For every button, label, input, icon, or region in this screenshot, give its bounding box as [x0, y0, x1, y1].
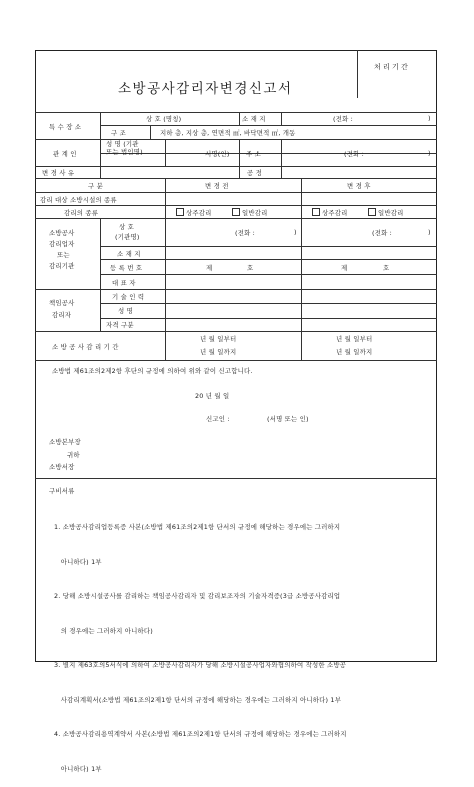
col-line: [165, 139, 166, 166]
responsible-label: 책임공사 감리자: [49, 299, 75, 319]
row-line: [35, 139, 437, 140]
change-reason-label: 변 경 사 유: [42, 169, 75, 177]
col-line: [239, 139, 240, 166]
recipient-fire-headquarters: 소방본부장: [49, 438, 81, 446]
supervisor-location-label: 소 재 지: [117, 250, 141, 258]
before-reg-word: 제: [206, 264, 213, 272]
person-signature: 서명(인): [205, 150, 230, 158]
row-line: [35, 289, 437, 290]
recipient-fire-station: 소방서장: [49, 463, 75, 471]
process-label: 공 정: [247, 169, 262, 177]
supervisor-before-phone-label: (전화 :: [235, 229, 256, 237]
trade-name-label: 상 호 (명칭): [146, 115, 182, 123]
col-line: [281, 112, 282, 125]
recipient-honorific: 귀하: [67, 451, 80, 459]
reporter-label: 신고인 :: [206, 415, 230, 423]
specific-place-label: 특 수 장 소: [49, 123, 82, 131]
row-line: [35, 192, 437, 193]
reg-number-label: 등 록 번 호: [110, 264, 143, 272]
list-item: 아니하다) 1부: [54, 764, 102, 773]
supervisor-after-phone-label: (전화 :: [372, 229, 393, 237]
place-phone-label: (전화 :: [333, 115, 354, 123]
checkbox-icon[interactable]: [232, 208, 240, 216]
row-line: [100, 318, 437, 319]
tech-grade-label: 기 술 인 력: [112, 293, 145, 301]
row-line: [35, 360, 437, 361]
documents-list: [54, 499, 347, 787]
list-item: 3. 별지 제63호의5서식에 의하여 소방공사감리자가 당해 소방시설공사업자와협의하여 작성한 소방공: [54, 661, 347, 669]
checkbox-icon[interactable]: [312, 208, 320, 216]
row-line: [35, 166, 437, 167]
after-change-label: 변 경 후: [347, 182, 371, 190]
col-line: [239, 166, 240, 178]
before-period-to: 년 월 일까지: [200, 348, 237, 356]
person-address-label: 주 소: [246, 150, 261, 158]
row-line: [35, 218, 437, 219]
col-line: [165, 331, 166, 360]
row-line: [35, 331, 437, 332]
col-line: [165, 178, 166, 218]
supervisor-trade-name-label: 상 호: [119, 223, 134, 231]
col-line: [239, 112, 240, 125]
processing-divider: [357, 50, 358, 98]
row-line: [100, 153, 437, 154]
row-line: [35, 205, 437, 206]
declaration-date: 20 년 월 일: [195, 392, 230, 400]
before-general-option[interactable]: 일반감리: [232, 208, 268, 217]
supervision-type-label: 감리의 종류: [64, 209, 99, 217]
after-period-from: 년 월 일부터: [336, 335, 373, 343]
col-line: [150, 125, 151, 139]
after-period-to: 년 월 일까지: [336, 348, 373, 356]
processing-period-label: 처 리 기 간: [374, 63, 408, 71]
list-item: 1. 소방공사감리업등록증 사본(소방법 제61조의2제1항 단서의 규정에 해당하는 경우에는 그러하지: [54, 523, 341, 531]
header-bottom-line: [35, 112, 437, 113]
list-item: 사감리계획서(소방법 제61조의2제1항 단서의 규정에 해당하는 경우에는 그러하지 아니하다) 1부: [54, 695, 342, 704]
documents-heading: 구비서류: [49, 487, 75, 495]
representative-label: 대 표 자: [112, 279, 136, 287]
person-phone-label: (전화 :: [344, 150, 365, 158]
declaration-statement: 소방법 제61조의2제2항 후단의 규정에 의하여 위와 같이 신고합니다.: [52, 367, 253, 375]
checkbox-icon[interactable]: [368, 208, 376, 216]
before-resident-option[interactable]: 상주감리: [176, 208, 212, 217]
row-line: [35, 478, 437, 479]
person-phone-close: ): [428, 149, 431, 157]
division-label: 구 분: [88, 182, 103, 190]
person-name-label: 성 명 (기관 또는 법인명): [106, 140, 143, 156]
supervisor-trade-name-sub: (기관명): [115, 233, 140, 241]
before-change-label: 변 경 전: [205, 182, 229, 190]
row-line: [100, 259, 437, 260]
row-line: [100, 274, 437, 275]
period-label: 소 방 공 사 감 리 기 간: [52, 343, 119, 351]
supervisor-before-phone-close: ): [294, 228, 297, 236]
qualification-label: 자격 구분: [106, 321, 134, 329]
col-line: [281, 166, 282, 178]
form-title: 소방공사감리자변경신고서: [118, 81, 293, 97]
structure-label: 구 조: [111, 129, 126, 137]
place-phone-close: ): [428, 114, 431, 122]
col-line: [165, 218, 166, 331]
responsible-name-label: 성 명: [118, 307, 133, 315]
col-line: [100, 112, 101, 166]
list-item: 의 경우에는 그러하지 아니하다): [54, 626, 153, 635]
before-reg-suffix: 호: [247, 264, 254, 272]
structure-details: 지하 층, 지상 층, 연면적 ㎡, 바닥면적 ㎡, 개동: [160, 129, 296, 137]
list-item: 아니하다) 1부: [54, 557, 102, 566]
checkbox-icon[interactable]: [176, 208, 184, 216]
list-item: 2. 당해 소방시설공사를 감리하는 책임공사감리자 및 감리보조자의 기술자격증(3급 소방공사감리업: [54, 592, 341, 600]
row-line: [100, 303, 437, 304]
supervisor-after-phone-close: ): [428, 228, 431, 236]
before-period-from: 년 월 일부터: [200, 335, 237, 343]
after-general-option[interactable]: 일반감리: [368, 208, 404, 217]
col-line: [281, 139, 282, 166]
row-line: [100, 246, 437, 247]
col-line: [100, 218, 101, 331]
col-line: [100, 166, 101, 178]
col-line: [301, 178, 302, 360]
reporter-signature: (서명 또는 인): [267, 415, 309, 423]
row-line: [35, 178, 437, 179]
after-reg-suffix: 호: [383, 264, 390, 272]
supervisor-label: 소방공사 감리업자 또는 감리기관: [49, 229, 75, 270]
list-item: 4. 소방공사감리용역계약서 사본(소방법 제61조의2제1항 단서의 규정에 해당하는 경우에는 그러하지: [54, 730, 347, 738]
location-label: 소 재 지: [242, 115, 266, 123]
related-person-label: 관 계 인: [53, 150, 77, 158]
after-resident-option[interactable]: 상주감리: [312, 208, 348, 217]
target-category-label: 감리 대상 소방시설의 종류: [40, 196, 117, 204]
after-reg-word: 제: [341, 264, 348, 272]
